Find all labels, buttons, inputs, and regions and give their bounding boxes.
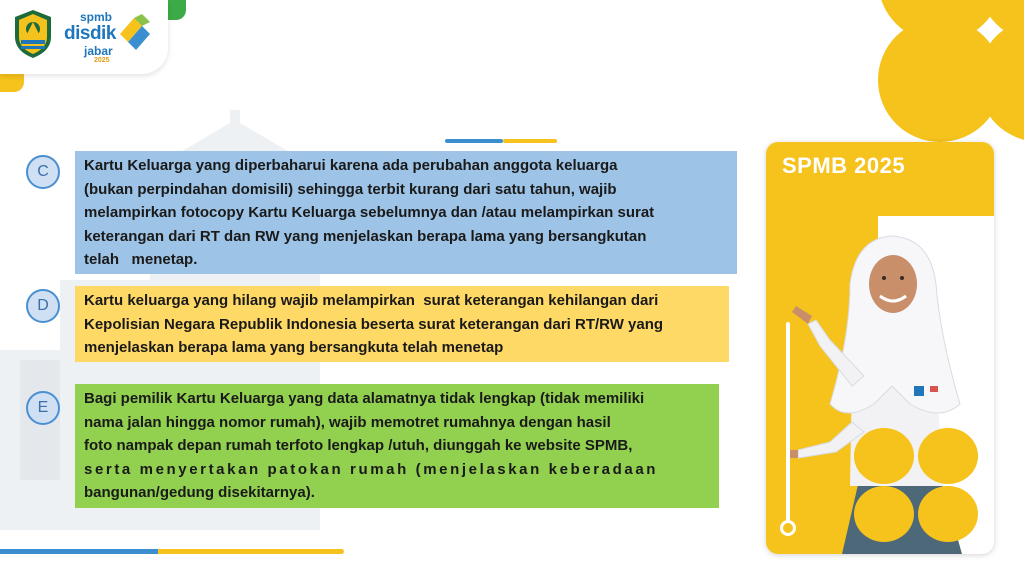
item-line: bangunan/gedung disekitarnya). <box>84 484 315 501</box>
logo-text-year: 2025 <box>94 57 110 64</box>
item-line: Kartu Keluarga yang diperbaharui karena ada perubahan anggota keluarga <box>84 157 618 174</box>
panel-title: SPMB 2025 <box>782 153 906 178</box>
item-line: keterangan dari RT dan RW yang menjelaskan berapa lama yang bersangkutan <box>84 227 647 245</box>
logo-text-jabar: jabar <box>84 44 113 58</box>
item-line: menjelaskan berapa lama yang bersangkuta telah menetap <box>84 339 504 356</box>
item-line: nama jalan hingga nomor rumah), wajib memotret rumahnya dengan hasil <box>84 413 611 431</box>
item-d-text-box <box>75 286 729 362</box>
item-letter-badge: E <box>26 391 60 425</box>
item-letter-badge: D <box>26 289 60 323</box>
title-accent-line <box>445 139 557 143</box>
item-line: (bukan perpindahan domisili) sehingga terbit kurang dari satu tahun, wajib <box>84 180 617 198</box>
item-line: serta menyertakan patokan rumah (menjelaskan keberadaan <box>84 460 659 478</box>
item-letter-badge: C <box>26 155 60 189</box>
logo-text-spmb: spmb <box>80 10 113 24</box>
item-c-text-box <box>75 151 737 274</box>
footer-accent-line <box>0 549 344 554</box>
item-e-text-box <box>75 384 719 508</box>
item-line: telah menetap. <box>84 251 198 268</box>
yellow-dots-decoration <box>854 428 980 552</box>
flower-decoration <box>860 0 1024 160</box>
item-line: Bagi pemilik Kartu Keluarga yang data alamatnya tidak lengkap (tidak memiliki <box>84 390 645 407</box>
item-line: Kartu keluarga yang hilang wajib melampirkan surat keterangan kehilangan dari <box>84 292 659 309</box>
item-line: foto nampak depan rumah terfoto lengkap /utuh, diunggah ke website SPMB, <box>84 437 633 454</box>
item-line: melampirkan fotocopy Kartu Keluarga sebelumnya dan /atau melampirkan surat <box>84 204 655 221</box>
spmb-book-icon <box>116 12 154 52</box>
logo-card <box>0 0 168 74</box>
logo-yellow-accent <box>0 72 24 92</box>
item-line: Kepolisian Negara Republik Indonesia beserta surat keterangan dari RT/RW yang <box>84 315 664 333</box>
west-java-crest-icon <box>12 9 54 59</box>
logo-text-disdik: disdik <box>64 23 116 44</box>
spmb-promo-panel <box>766 142 994 554</box>
spmb-disdik-jabar-logo <box>64 10 156 66</box>
